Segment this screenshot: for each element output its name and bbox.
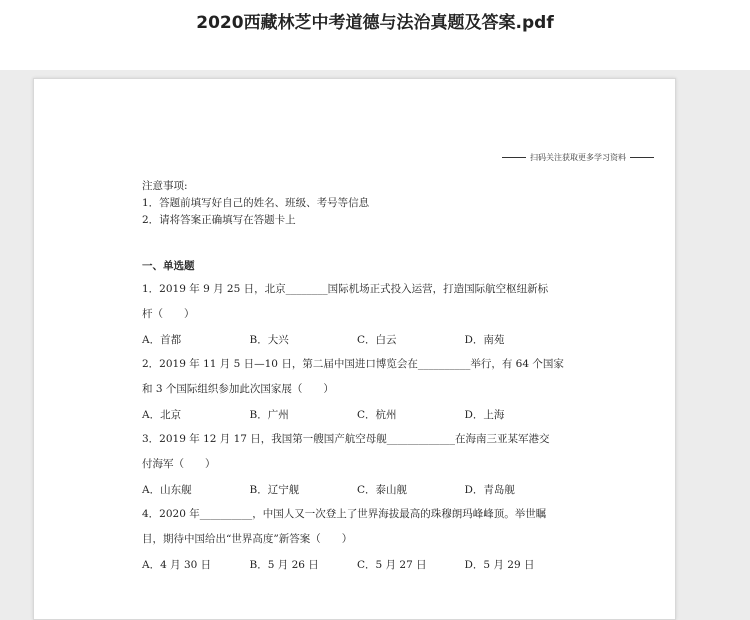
option: C．杭州 — [357, 409, 397, 421]
header-dash-left — [502, 157, 526, 158]
option: A．北京 — [142, 409, 182, 421]
option: A．山东舰 — [142, 484, 192, 496]
option: D．5 月 29 日 — [464, 559, 535, 571]
notes-title: 注意事项: — [142, 180, 188, 192]
question-text: 4．2020 年__________，中国人又一次登上了世界海拔最高的珠穆朗玛峰峰顶。举世瞩 — [142, 508, 547, 520]
option: C．5 月 27 日 — [357, 559, 427, 571]
question-2 — [142, 352, 572, 427]
option: B．大兴 — [249, 334, 289, 346]
notes-block — [142, 178, 572, 229]
option: D．上海 — [464, 409, 505, 421]
option: D．南苑 — [464, 334, 505, 346]
question-1 — [142, 277, 572, 352]
question-text: 2．2019 年 11 月 5 日—10 日，第二届中国进口博览会在__________举行，有 64 个国家 — [142, 358, 564, 370]
option: B．辽宁舰 — [249, 484, 300, 496]
viewer-toolbar — [0, 0, 750, 70]
question-4 — [142, 502, 572, 577]
option: D．青岛舰 — [464, 484, 515, 496]
document-title: 2020西藏林芝中考道德与法治真题及答案.pdf — [196, 13, 554, 33]
option: C．泰山舰 — [357, 484, 408, 496]
options-row — [142, 328, 572, 352]
question-3 — [142, 427, 572, 502]
pdf-page — [33, 78, 676, 620]
question-text: 杆（ ） — [142, 308, 195, 320]
page-content — [142, 178, 572, 577]
question-text: 和 3 个国际组织参加此次国家展（ ） — [142, 383, 334, 395]
option: B．5 月 26 日 — [249, 559, 319, 571]
section-title: 一、单选题 — [142, 260, 195, 272]
option: A．首都 — [142, 334, 182, 346]
option: B．广州 — [249, 409, 289, 421]
header-dash-right — [630, 157, 654, 158]
options-row — [142, 403, 572, 427]
question-text: 1．2019 年 9 月 25 日，北京________国际机场正式投入运营，打造国际航空枢纽新标 — [142, 283, 549, 295]
note-line: 1．答题前填写好自己的姓名、班级、考号等信息 — [142, 197, 370, 209]
option: A．4 月 30 日 — [142, 559, 212, 571]
options-row — [142, 478, 572, 502]
question-text: 付海军（ ） — [142, 458, 216, 470]
question-text: 3．2019 年 12 月 17 日，我国第一艘国产航空母舰_____________在海南三亚某军港交 — [142, 433, 550, 445]
options-row — [142, 553, 572, 577]
header-note: 扫码关注获取更多学习资料 — [530, 153, 626, 162]
note-line: 2．请将答案正确填写在答题卡上 — [142, 214, 296, 226]
page-header — [34, 152, 658, 163]
option: C．白云 — [357, 334, 397, 346]
question-text: 目，期待中国给出“世界高度”新答案（ ） — [142, 533, 353, 545]
